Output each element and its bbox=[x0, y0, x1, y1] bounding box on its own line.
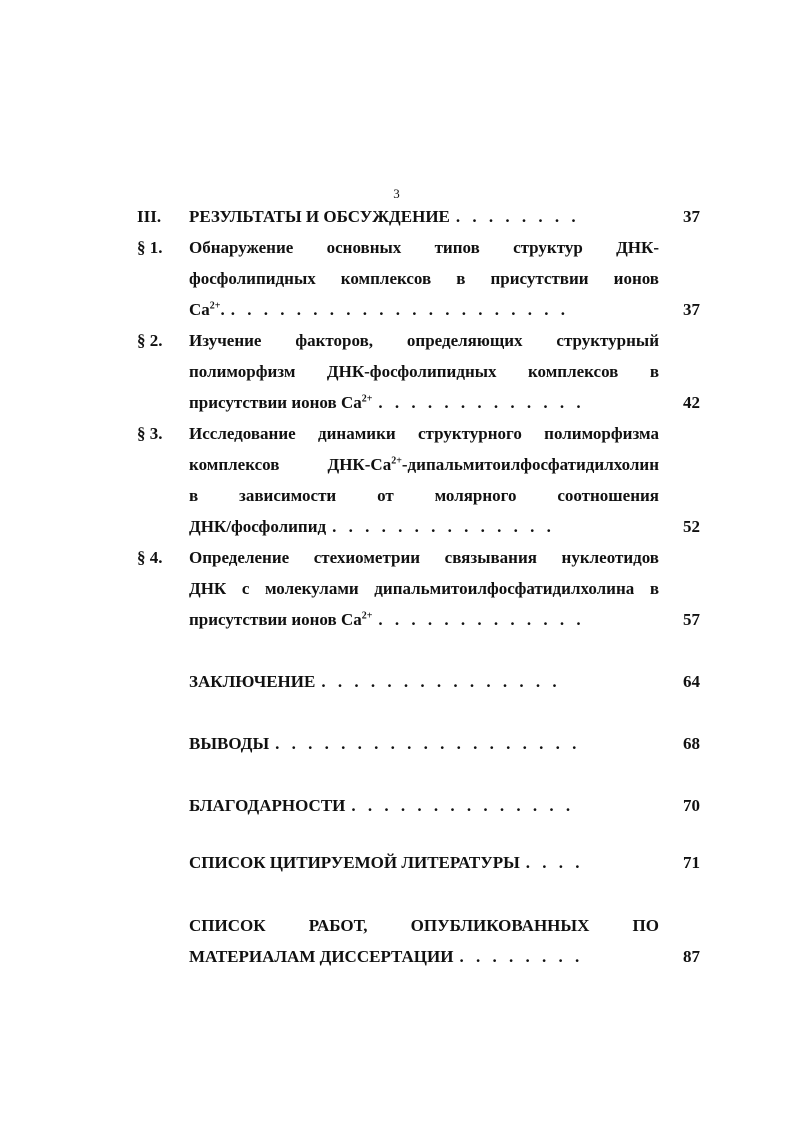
section-number: § 3. bbox=[137, 424, 163, 443]
toc-section-3-line-4 bbox=[0, 511, 793, 542]
section-number: § 4. bbox=[137, 548, 163, 567]
page-number: 3 bbox=[393, 186, 400, 201]
toc-section-2-line-3 bbox=[0, 387, 793, 418]
back-matter-title: ЗАКЛЮЧЕНИЕ . . . . . . . . . . . . . . . bbox=[189, 672, 561, 691]
back-matter-page: 64 bbox=[683, 672, 700, 691]
toc-section-2-line-2 bbox=[0, 356, 793, 387]
toc-section-3-line-2 bbox=[0, 449, 793, 480]
back-matter-title: БЛАГОДАРНОСТИ . . . . . . . . . . . . . . bbox=[189, 796, 575, 815]
section-page: 57 bbox=[683, 610, 700, 629]
section-text: присутствии ионов $Ca^{2+}$ . . . . . . . . . . . . . bbox=[189, 393, 585, 412]
back-matter-page: 71 bbox=[683, 853, 700, 872]
section-text: Исследование динамики структурного полиморфизма bbox=[189, 424, 659, 443]
section-page: 52 bbox=[683, 517, 700, 536]
toc-conclusion bbox=[0, 666, 793, 697]
toc-section-4-line-1 bbox=[0, 542, 793, 573]
toc-publications-line-1 bbox=[0, 910, 793, 941]
toc-acknowledgements bbox=[0, 790, 793, 821]
toc-findings bbox=[0, 728, 793, 759]
back-matter-title: ВЫВОДЫ . . . . . . . . . . . . . . . . . . . bbox=[189, 734, 581, 753]
section-text: присутствии ионов $Ca^{2+}$ . . . . . . . . . . . . . bbox=[189, 610, 585, 629]
back-matter-title: СПИСОК ЦИТИРУЕМОЙ ЛИТЕРАТУРЫ . . . . bbox=[189, 853, 584, 872]
section-text: Изучение факторов, определяющих структурный bbox=[189, 331, 659, 350]
toc-section-1-line-3 bbox=[0, 294, 793, 325]
section-page: 37 bbox=[683, 300, 700, 319]
chapter-page: 37 bbox=[683, 207, 700, 226]
back-matter-page: 68 bbox=[683, 734, 700, 753]
chapter-number: III. bbox=[137, 207, 162, 226]
section-text: Определение стехиометрии связывания нуклеотидов bbox=[189, 548, 659, 567]
section-text: ДНК/фосфолипид . . . . . . . . . . . . . . bbox=[189, 517, 555, 536]
toc-references bbox=[0, 847, 793, 878]
toc-publications-line-2 bbox=[0, 941, 793, 972]
toc-section-4-line-2 bbox=[0, 573, 793, 604]
section-text: $Ca^{2+}$. . . . . . . . . . . . . . . . . . . . . . bbox=[189, 300, 569, 319]
section-text: фосфолипидных комплексов в присутствии ионов bbox=[189, 269, 659, 288]
section-page: 42 bbox=[683, 393, 700, 412]
toc-section-4-line-3 bbox=[0, 604, 793, 635]
chapter-title: РЕЗУЛЬТАТЫ И ОБСУЖДЕНИЕ . . . . . . . . bbox=[189, 207, 580, 226]
section-number: § 1. bbox=[137, 238, 163, 257]
back-matter-page: 87 bbox=[683, 947, 700, 966]
toc-section-2-line-1 bbox=[0, 325, 793, 356]
back-matter-title: МАТЕРИАЛАМ ДИССЕРТАЦИИ . . . . . . . . bbox=[189, 947, 584, 966]
toc-section-3-line-1 bbox=[0, 418, 793, 449]
section-text: полиморфизм ДНК-фосфолипидных комплексов в bbox=[189, 362, 659, 381]
toc-section-1-line-1 bbox=[0, 232, 793, 263]
toc-section-3-line-3 bbox=[0, 480, 793, 511]
section-text: комплексов ДНК-$Ca^{2+}$-дипальмитоилфосфатидилхолин bbox=[189, 455, 659, 474]
toc-section-1-line-2 bbox=[0, 263, 793, 294]
section-text: в зависимости от молярного соотношения bbox=[189, 486, 659, 505]
section-number: § 2. bbox=[137, 331, 163, 350]
back-matter-page: 70 bbox=[683, 796, 700, 815]
toc-chapter-3 bbox=[0, 201, 793, 232]
section-text: Обнаружение основных типов структур ДНК- bbox=[189, 238, 659, 257]
section-text: ДНК с молекулами дипальмитоилфосфатидилхолина в bbox=[189, 579, 659, 598]
back-matter-title: СПИСОК РАБОТ, ОПУБЛИКОВАННЫХ ПО bbox=[189, 916, 659, 935]
